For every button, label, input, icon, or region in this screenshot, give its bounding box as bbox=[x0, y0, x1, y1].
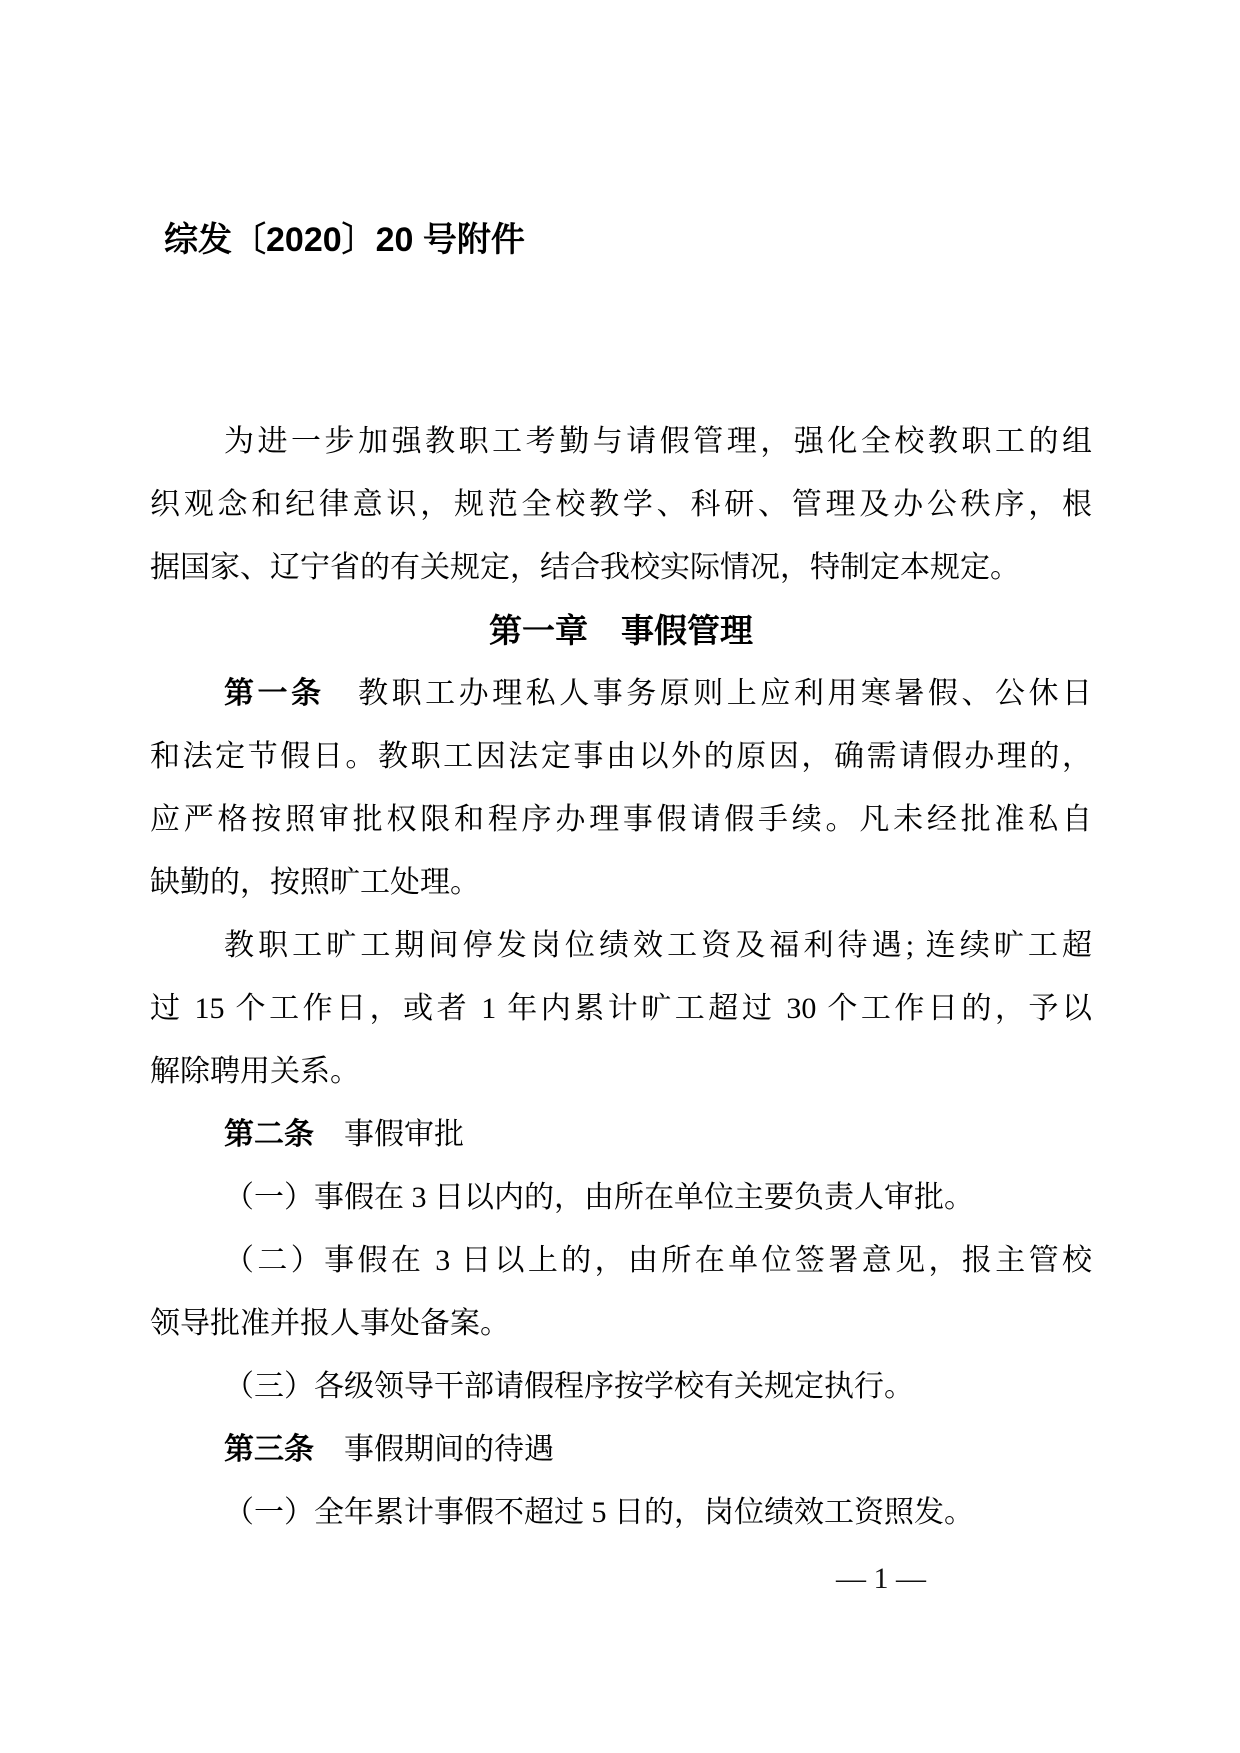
doc-number: 综发〔2020〕20 号附件 bbox=[164, 221, 525, 259]
document-line: （一）事假在 3 日以内的，由所在单位主要负责人审批。 bbox=[224, 1181, 974, 1214]
document-line: （一）全年累计事假不超过 5 日的，岗位绩效工资照发。 bbox=[224, 1496, 974, 1529]
document-line: 过 15 个工作日，或者 1 年内累计旷工超过 30 个工作日的，予以 bbox=[150, 992, 1092, 1025]
document-line: （三）各级领导干部请假程序按学校有关规定执行。 bbox=[224, 1370, 914, 1403]
document-line bbox=[150, 1418, 1092, 1481]
document-line bbox=[150, 662, 1092, 725]
document-line: （二）事假在 3 日以上的，由所在单位签署意见，报主管校 bbox=[224, 1244, 1092, 1277]
article-text: 事假期间的待遇 bbox=[314, 1433, 554, 1466]
document-line: 应严格按照审批权限和程序办理事假请假手续。凡未经批准私自 bbox=[150, 803, 1092, 836]
document-line: 为进一步加强教职工考勤与请假管理，强化全校教职工的组 bbox=[224, 425, 1092, 458]
article-text: 事假审批 bbox=[314, 1118, 464, 1151]
article-number-label: 第三条 bbox=[224, 1433, 314, 1466]
document-line: 据国家、辽宁省的有关规定，结合我校实际情况，特制定本规定。 bbox=[150, 551, 1020, 584]
document-line: 和法定节假日。教职工因法定事由以外的原因，确需请假办理的， bbox=[150, 740, 1092, 773]
article-number-label: 第一条 bbox=[224, 677, 325, 710]
document-line: 领导批准并报人事处备案。 bbox=[150, 1307, 510, 1340]
article-number-label: 第二条 bbox=[224, 1118, 314, 1151]
page-number: — 1 — bbox=[836, 1562, 926, 1595]
document-line: 织观念和纪律意识，规范全校教学、科研、管理及办公秩序，根 bbox=[150, 488, 1092, 521]
document-line: 解除聘用关系。 bbox=[150, 1055, 360, 1088]
chapter-heading: 第一章 事假管理 bbox=[489, 612, 753, 649]
content-area bbox=[150, 0, 1092, 1600]
document-line bbox=[150, 1103, 1092, 1166]
document-line: 教职工旷工期间停发岗位绩效工资及福利待遇; 连续旷工超 bbox=[224, 929, 1092, 962]
article-text: 教职工办理私人事务原则上应利用寒暑假、公休日 bbox=[324, 677, 1092, 710]
document-body bbox=[150, 410, 1092, 1544]
document-line: 缺勤的，按照旷工处理。 bbox=[150, 866, 480, 899]
